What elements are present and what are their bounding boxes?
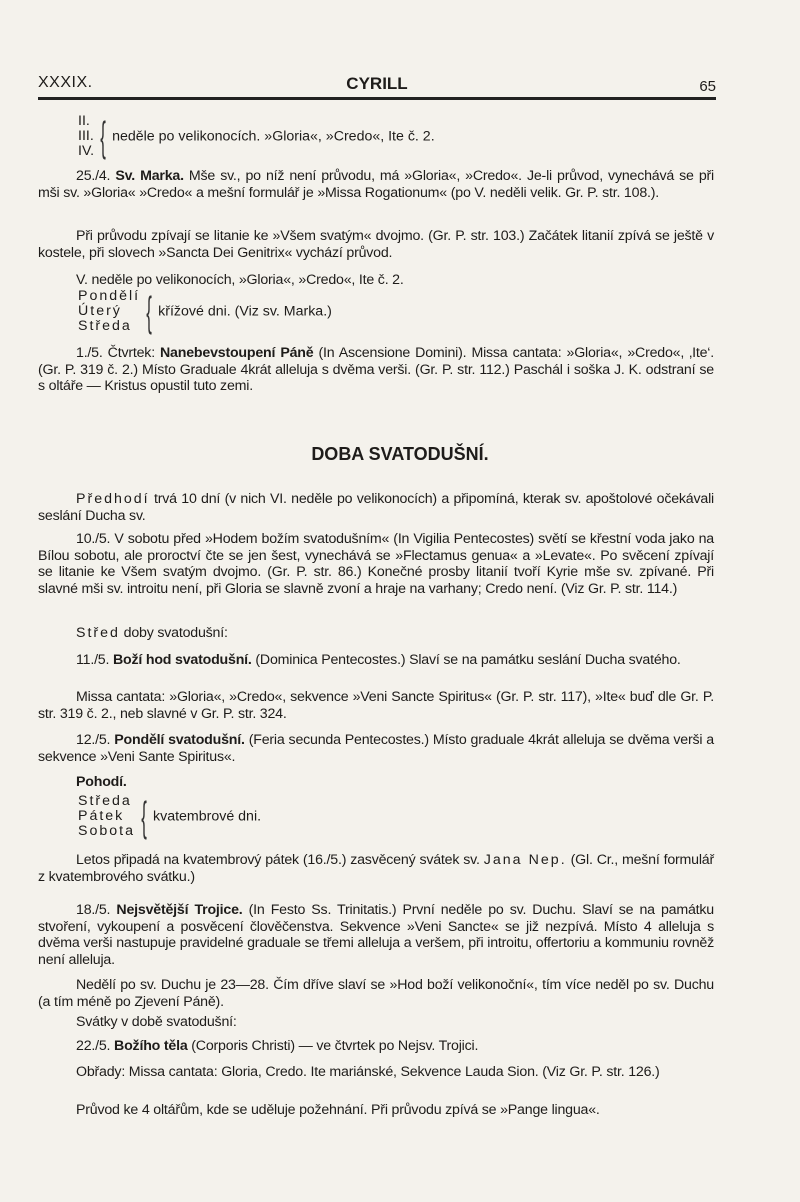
paragraph-marka — [38, 168, 714, 201]
date: 22./5. — [76, 1038, 115, 1054]
paragraph-procession: Při průvodu zpívají se litanie ke »Všem svatým« dvojmo. (Gr. P. str. 103.) Začátek litanií zpívá se ještě v kostele, při slovech »Sancta Dei Genitrix« vychází průvod. — [38, 228, 714, 261]
brace-item: Středa — [78, 793, 132, 809]
brace-item: Sobota — [78, 823, 135, 839]
chapter-number: XXXIX. — [38, 74, 93, 91]
brace-item: III. — [78, 128, 94, 144]
text: Letos připadá na kvatembrový pátek (16./5.) zasvěcený svátek sv. — [76, 852, 484, 868]
feast-name: Nanebevstoupení Páně — [160, 345, 314, 361]
date: 1./5. Čtvrtek: — [76, 345, 161, 361]
section-heading: DOBA SVATODUŠNÍ. — [311, 444, 489, 464]
brace-icon: { — [146, 287, 152, 335]
paragraph-fifth-sunday: V. neděle po velikonocích, »Gloria«, »Credo«, Ite č. 2. — [76, 272, 404, 288]
date: 11./5. — [76, 652, 113, 668]
paragraph-predhodi — [38, 491, 714, 524]
paragraph-missa: Missa cantata: »Gloria«, »Credo«, sekvence »Veni Sancte Spiritus« (Gr. P. str. 117), »Ite« buď dle Gr. P. str. 319 č. 2., neb slavné v Gr. P. str. 324. — [38, 689, 714, 722]
brace-icon: { — [100, 112, 106, 160]
text: Mše sv., po níž není průvodu, má »Gloria«, »Credo«. Je-li průvod, vynechává se při mši sv. »Gloria« »Credo« a mešní formulář je »Missa Rogationum« (po V. neděli velik. Gr. P. str. 108.). — [38, 168, 714, 201]
brace-text: kvatembrové dni. — [153, 808, 262, 825]
paragraph-feasts: Svátky v době svatodušní: — [76, 1014, 237, 1030]
paragraph-pentecost — [38, 652, 714, 669]
brace-item: Úterý — [78, 303, 122, 319]
running-header — [38, 74, 716, 96]
header-rule — [38, 97, 716, 100]
text: doby svatodušní: — [119, 625, 228, 641]
brace-item: Pondělí — [78, 288, 141, 304]
feast-name: Pondělí svatodušní. — [114, 732, 245, 748]
brace-item: Pátek — [78, 808, 125, 824]
spaced-term: Střed — [76, 625, 120, 641]
date: 25./4. — [76, 168, 116, 184]
text: (Corporis Christi) — ve čtvrtek po Nejsv. Trojici. — [187, 1038, 479, 1054]
feast-name: Boží hod svatodušní. — [112, 652, 252, 668]
paragraph-letos — [38, 852, 714, 885]
text: (In Ascensione Domini). Missa cantata: »Gloria«, »Credo«, ‚Ite‘. (Gr. P. 319 č. 2.) Místo Graduale 4krát alleluja s dvěma verši. (Gr. P. str. 112.) Paschál i soška J. K. odstraní se s oltáře — Kristus opustil tuto zemi. — [38, 345, 714, 394]
rogation-brace-group — [78, 289, 718, 334]
text: (Dominica Pentecostes.) Slaví se na památku seslání Ducha svatého. — [251, 652, 681, 668]
paragraph-procession-altars: Průvod ke 4 oltářům, kde se uděluje požehnání. Při průvodu zpívá se »Pange lingua«. — [76, 1102, 600, 1118]
paragraph-ascension — [38, 345, 714, 395]
paragraph-vigil: 10./5. V sobotu před »Hodem božím svatodušním« (In Vigilia Pentecostes) světí se křestní voda jako na Bílou sobotu, ale proroctví čte se jen šest, vynechává se »Flectamus genua« a »Levate«. Po svěcení zpívají se litanie ke Všem svatým dvojmo. (Gr. P. str. 86.) Konečné prosby litanií tvoří Kyrie mše sv. zpívané. Při slavné mši sv. introitu není, při Gloria se slavně zvoní a hraje na varhany; Credo není. (Viz Gr. P. str. 114.) — [38, 531, 714, 597]
text: (Feria secunda Pentecostes.) Místo graduale 4krát alleluja se dvěma verši a sekvence »Veni Sante Spiritus«. — [38, 732, 714, 765]
brace-icon: { — [141, 792, 147, 840]
paragraph-stred — [38, 625, 714, 642]
text: (In Festo Ss. Trinitatis.) První neděle po sv. Duchu. Slaví se na památku stvoření, vykoupení a posvěcení člověčenstva. Sekvence »Veni Sancte« se již nezpívá. Místo 4 alleluja s dvěma verši nastupuje pravidelné graduale se třemi alleluja a veršem, při introitu, offertoriu a kommuniu rovněž není alleluja. — [38, 902, 714, 968]
spaced-term: Jana Nep. — [483, 852, 567, 868]
paragraph-corpus-christi — [38, 1038, 714, 1055]
journal-title: CYRILL — [346, 74, 408, 93]
brace-text: neděle po velikonocích. »Gloria«, »Credo«, Ite č. 2. — [112, 128, 435, 145]
page-number: 65 — [699, 78, 716, 95]
feast-name: Nejsvětější Trojice. — [116, 902, 243, 918]
subheading-pohodi: Pohodí. — [76, 774, 127, 790]
paragraph-sundays-count: Nedělí po sv. Duchu je 23—28. Čím dříve slaví se »Hod boží velikonoční«, tím více neděl po sv. Duchu (a tím méně po Zjevení Páně). — [38, 977, 714, 1010]
sundays-brace-group — [78, 114, 718, 159]
spaced-term: Předhodí — [76, 491, 150, 507]
date: 18./5. — [76, 902, 117, 918]
feast-name: Božího těla — [114, 1038, 188, 1054]
paragraph-rites: Obřady: Missa cantata: Gloria, Credo. Ite mariánské, Sekvence Lauda Sion. (Viz Gr. P. str. 126.) — [76, 1064, 660, 1080]
brace-item: Středa — [78, 318, 132, 334]
text: (Gl. Cr., mešní formulář z kvatembrového svátku.) — [38, 852, 715, 885]
date: 12./5. — [76, 732, 115, 748]
feast-name: Sv. Marka. — [115, 168, 184, 184]
brace-text: křížové dni. (Viz sv. Marka.) — [158, 303, 332, 320]
brace-item: IV. — [78, 143, 95, 159]
paragraph-whit-monday — [38, 732, 714, 765]
brace-item: II. — [78, 113, 90, 129]
paragraph-trinity — [38, 902, 714, 968]
text: trvá 10 dní (v nich VI. neděle po velikonocích) a připomíná, kterak sv. apoštolové očekávali seslání Ducha sv. — [38, 491, 714, 524]
ember-brace-group — [78, 794, 718, 839]
